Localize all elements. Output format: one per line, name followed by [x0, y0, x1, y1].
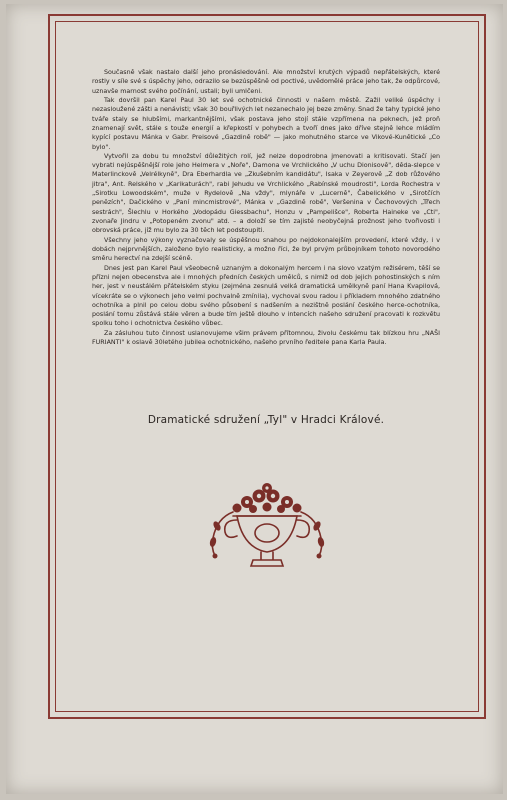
paragraph: Dnes jest pan Karel Paul všeobecně uznaným a dokonalým hercem i na slovo vzatým režisérem, těší se přízni nejen obecenstva ale i mnohých předních českých umělců, s nimiž od dob jejich pohostinských s ním her, jest v neustálém přátelském styku (zejména zesnulá velká dramatická umělkyně paní Hana Kvapilová, vícekráte se o výkonech jeho velmi pochvalně zmínila), vychoval svou radou i příkladem mnohého zdatného ochotníka a plnil po celou dobu svého působení s nadšením a nezištně poslání českého herce-ochotníka, poslání tomu zůstává stále věren a bude tím ještě dlouho v intencích našeho sdružení pracovati k rozkvětu spolku toho i ochotnictva českého vůbec.: [92, 264, 440, 328]
signature: Dramatické sdružení „Tyl" v Hradci Králové.: [147, 414, 385, 426]
paragraph: Tak dovršil pan Karel Paul 30 let své ochotnické činnosti v našem městě. Zažil veliké úspěchy i nezasloužené zášti a nenávisti; však 30 bouřlivých let nezanechalo jej beze změny. Snad že tahy typické jeho tváře staly se hlubšími, markantnějšími, však postava jeho stojí stále vzpřímena na peknech, jež proň znamenají svět, stále s touže energií a křepkostí v pohybech a tvoří dnes jako dříve stejně lehce mládím kypící postavu Mánka v Gabr. Preisové „Gazdině robě" — jako mohutného starce ve Vikové-Kunětické „Co bylo".: [92, 96, 440, 151]
paragraph: Všechny jeho výkony vyznačovaly se úspěšnou snahou po nejdokonalejším provedení, které vždy, i v dobách nejprvnějších, založeno bylo realisticky, a možno říci, že byl prvým průbojníkem tohoto novorodého směru herectví na zdejší scéně.: [92, 236, 440, 263]
paragraph: Za zásluhou tuto činnost uslanovujeme všim právem přítomnou, živolu českému tak blízkou hru „NAŠI FURIANTI" k oslavě 30letého jubilea ochotnického, našeho prvního ředitele pana Karla Paula.: [92, 329, 440, 347]
body-text: [92, 68, 440, 347]
paragraph: Vytvořil za dobu tu množství důležitých rolí, jež nelze dopodrobna jmenovati a kritisovati. Stačí jen vybrati nejúspěšnější role jeho Helmera v „Noře", Damona ve Vrchlického „V uchu Dionisově", děda-slepce v Materlinckově „Velrélkyně", Dra Eberhardla ve „Zkušebním kandidátu", Isaka v Zeyerově „Z dob růžového jitra", Ant. Relského v „Karikaturách", rabi Jehudu ve Vrchlického „Rabínské moudrosti", Lorda Rochestra v „Sirotku Lowoodském", muže v Rydelově „Na vždy", mlynáře v „Lucerně", Čabelického v „Sirotčích penězích", Dačického v „Paní mincmistrové", Mánka v „Gazdině robě", Veršenina v Čechovových „Třech sestrách", Šlechlu v Horkého „Vodopádu Giessbachu", Honzu v „Pampelišce", Roberta Haineke ve „Cti", zvonaře Jindru v „Potopeném zvonu" atd. – a doloží se tím zajisté neobyčejná prožnost jeho tvořivosti i obrovská práce, jíž mu bylo za 30 těch let podstoupiti.: [92, 152, 440, 235]
flower-vase-icon: [203, 478, 331, 576]
paragraph: Současně však nastalo další jeho pronásledování. Ale množství krutých výpadů nepřátelských, které rostly v síle své s úspěchy jeho, odrazilo se bezúspěšně od poctivé, uvědomělé práce jeho tak, že odpůrcové, uznavše marnost svého počínání, ustali; byli umlčeni.: [92, 69, 440, 95]
